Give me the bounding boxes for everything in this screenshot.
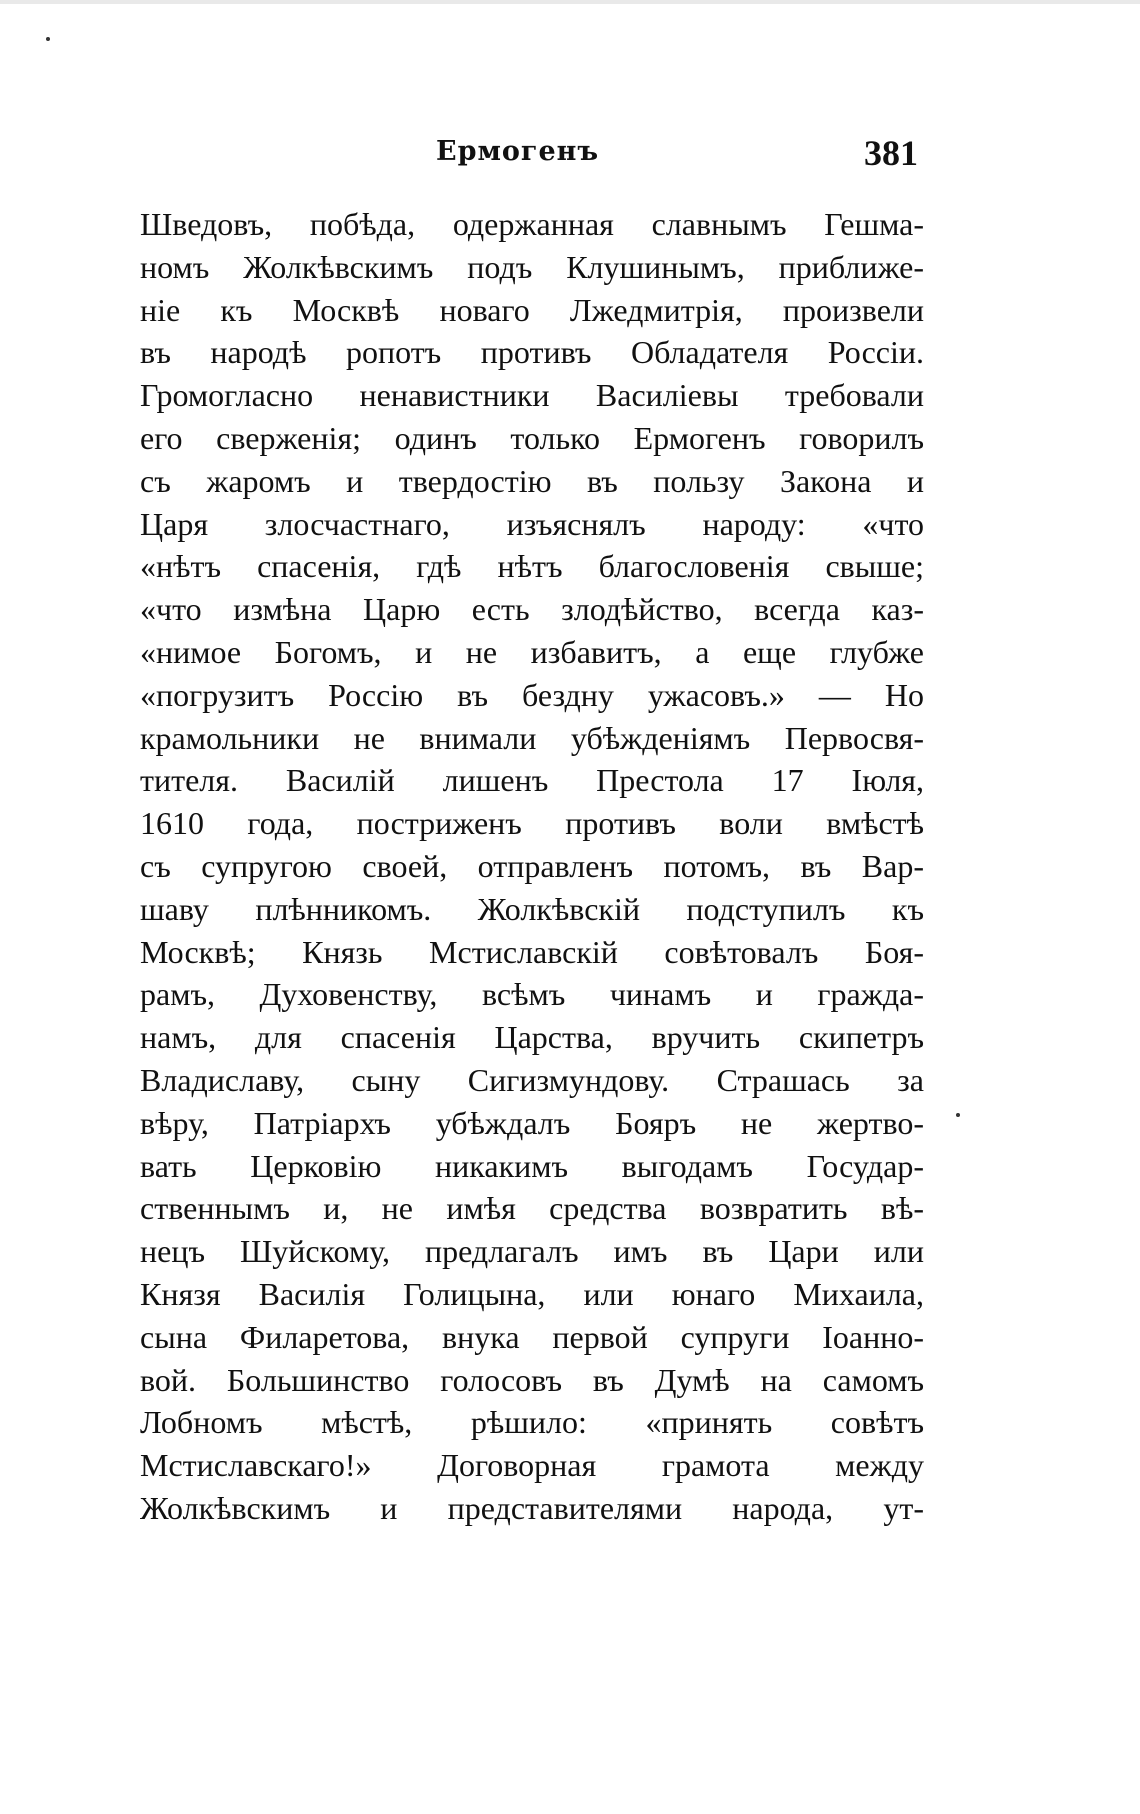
text-line: его сверженія; одинъ только Ермогенъ говорилъ: [140, 419, 924, 456]
text-line: нецъ Шуйскому, предлагалъ имъ въ Цари или: [140, 1233, 924, 1270]
text-line: съ жаромъ и твердостію въ пользу Закона и: [140, 462, 924, 499]
text-line: Мстиславскаго!» Договорная грамота между: [140, 1447, 924, 1484]
text-line: шаву плѣнникомъ. Жолкѣвскій подступилъ къ: [140, 890, 924, 927]
text-line: въ народѣ ропотъ противъ Обладателя Россіи.: [140, 334, 924, 371]
text-line: Князя Василія Голицына, или юнаго Михаила,: [140, 1275, 924, 1312]
ink-speck: [956, 1113, 960, 1117]
text-line: «нѣтъ спасенія, гдѣ нѣтъ благословенія свыше;: [140, 548, 924, 585]
text-line: Жолкѣвскимъ и представителями народа, ут-: [140, 1489, 924, 1526]
text-line: рамъ, Духовенству, всѣмъ чинамъ и гражда-: [140, 976, 924, 1013]
text-line: сына Филаретова, внука первой супруги Іоанно-: [140, 1318, 924, 1355]
text-line: Шведовъ, побѣда, одержанная славнымъ Гешма-: [140, 206, 924, 242]
running-title: Ермогенъ: [436, 136, 600, 167]
text-line: вать Церковію никакимъ выгодамъ Государ-: [140, 1147, 924, 1184]
page-top-edge: [0, 0, 1140, 4]
text-line: Москвѣ; Князь Мстиславскій совѣтовалъ Боя-: [140, 933, 924, 970]
text-line: «нимое Богомъ, и не избавитъ, а еще глубже: [140, 633, 924, 670]
text-line: крамольники не внимали убѣжденіямъ Первосвя-: [140, 719, 924, 756]
text-line: ственнымъ и, не имѣя средства возвратить вѣ-: [140, 1190, 924, 1227]
text-line: съ супругою своей, отправленъ потомъ, въ Вар-: [140, 847, 924, 884]
ink-speck: [46, 37, 50, 41]
page-number: 381: [864, 133, 918, 173]
text-line: Лобномъ мѣстѣ, рѣшило: «принять совѣтъ: [140, 1404, 924, 1441]
body-text: [140, 203, 924, 1530]
text-line: Царя злосчастнаго, изъяснялъ народу: «что: [140, 505, 924, 542]
text-line: номъ Жолкѣвскимъ подъ Клушинымъ, приближе-: [140, 248, 924, 285]
text-line: вѣру, Патріархъ убѣждалъ Бояръ не жертво-: [140, 1104, 924, 1141]
text-line: Владиславу, сыну Сигизмундову. Страшась за: [140, 1061, 924, 1098]
text-line: «что измѣна Царю есть злодѣйство, всегда каз-: [140, 591, 924, 628]
running-head: [140, 132, 940, 172]
text-line: ніе къ Москвѣ новаго Лжедмитрія, произвели: [140, 291, 924, 328]
text-line: 1610 года, постриженъ противъ воли вмѣстѣ: [140, 805, 924, 842]
text-line: намъ, для спасенія Царства, вручить скипетръ: [140, 1019, 924, 1056]
text-line: Громогласно ненавистники Василіевы требовали: [140, 377, 924, 414]
text-line: тителя. Василій лишенъ Престола 17 Іюля,: [140, 762, 924, 799]
text-line: вой. Большинство голосовъ въ Думѣ на самомъ: [140, 1361, 924, 1398]
text-line: «погрузитъ Россію въ бездну ужасовъ.» — Но: [140, 676, 924, 713]
